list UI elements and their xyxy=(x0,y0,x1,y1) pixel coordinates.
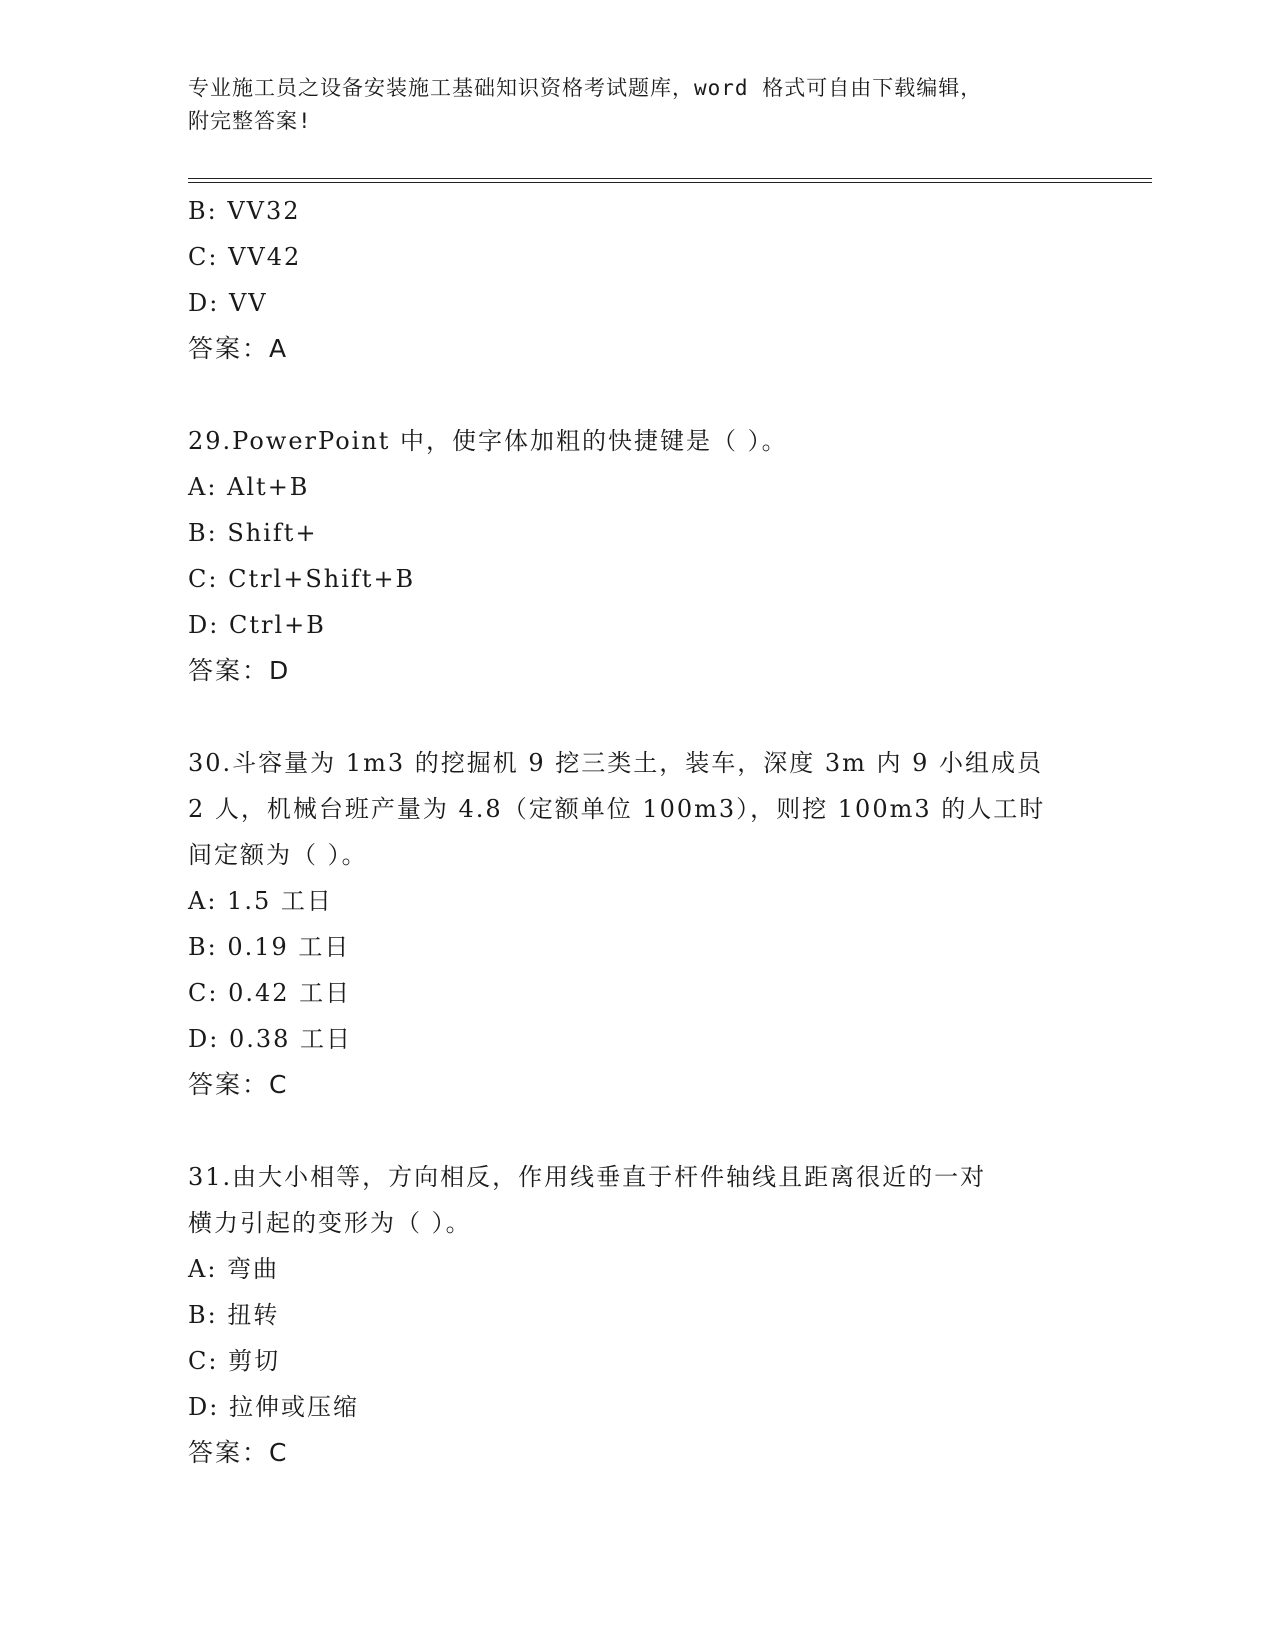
question-gap xyxy=(188,372,1088,418)
option-a: A: 1.5 工日 xyxy=(188,887,333,915)
option-b: B: 0.19 工日 xyxy=(188,933,351,961)
question-stem-line: 横力引起的变形为（ ）。 xyxy=(188,1209,472,1237)
answer-line: 答案：C xyxy=(188,1070,289,1099)
option-b: B: VV32 xyxy=(188,197,301,225)
option-c: C: Ctrl+Shift+B xyxy=(188,565,416,593)
header-divider-bottom xyxy=(188,182,1152,183)
question-stem-line: 31.由大小相等，方向相反，作用线垂直于杆件轴线且距离很近的一对 xyxy=(188,1163,987,1191)
answer-line: 答案：C xyxy=(188,1438,289,1467)
question-stem-line: 29.PowerPoint 中，使字体加粗的快捷键是（ ）。 xyxy=(188,427,788,455)
question-31 xyxy=(188,1154,1088,1476)
option-d: D: 0.38 工日 xyxy=(188,1025,353,1053)
question-stem-line: 2 人，机械台班产量为 4.8（定额单位 100m3），则挖 100m3 的人工时 xyxy=(188,795,1046,823)
question-30 xyxy=(188,740,1088,1108)
option-c: C: VV42 xyxy=(188,243,302,271)
question-28-tail xyxy=(188,188,1088,372)
question-gap xyxy=(188,1108,1088,1154)
document-header xyxy=(188,72,1068,138)
header-line-2: 附完整答案! xyxy=(188,109,312,133)
option-d: D: 拉伸或压缩 xyxy=(188,1393,359,1421)
header-line-1: 专业施工员之设备安装施工基础知识资格考试题库，word 格式可自由下载编辑， xyxy=(188,76,983,100)
option-c: C: 剪切 xyxy=(188,1347,281,1375)
answer-line: 答案：A xyxy=(188,334,289,363)
header-divider-top xyxy=(188,178,1152,179)
option-c: C: 0.42 工日 xyxy=(188,979,352,1007)
option-b: B: 扭转 xyxy=(188,1301,280,1329)
question-list xyxy=(188,188,1088,1476)
question-gap xyxy=(188,694,1088,740)
question-stem-line: 间定额为（ ）。 xyxy=(188,841,368,869)
option-d: D: VV xyxy=(188,289,268,317)
option-a: A: 弯曲 xyxy=(188,1255,280,1283)
option-a: A: Alt+B xyxy=(188,473,310,501)
option-b: B: Shift+ xyxy=(188,519,318,547)
question-stem-line: 30.斗容量为 1m3 的挖掘机 9 挖三类土，装车，深度 3m 内 9 小组成员 xyxy=(188,749,1044,777)
option-d: D: Ctrl+B xyxy=(188,611,326,639)
question-29 xyxy=(188,418,1088,694)
answer-line: 答案：D xyxy=(188,656,291,685)
